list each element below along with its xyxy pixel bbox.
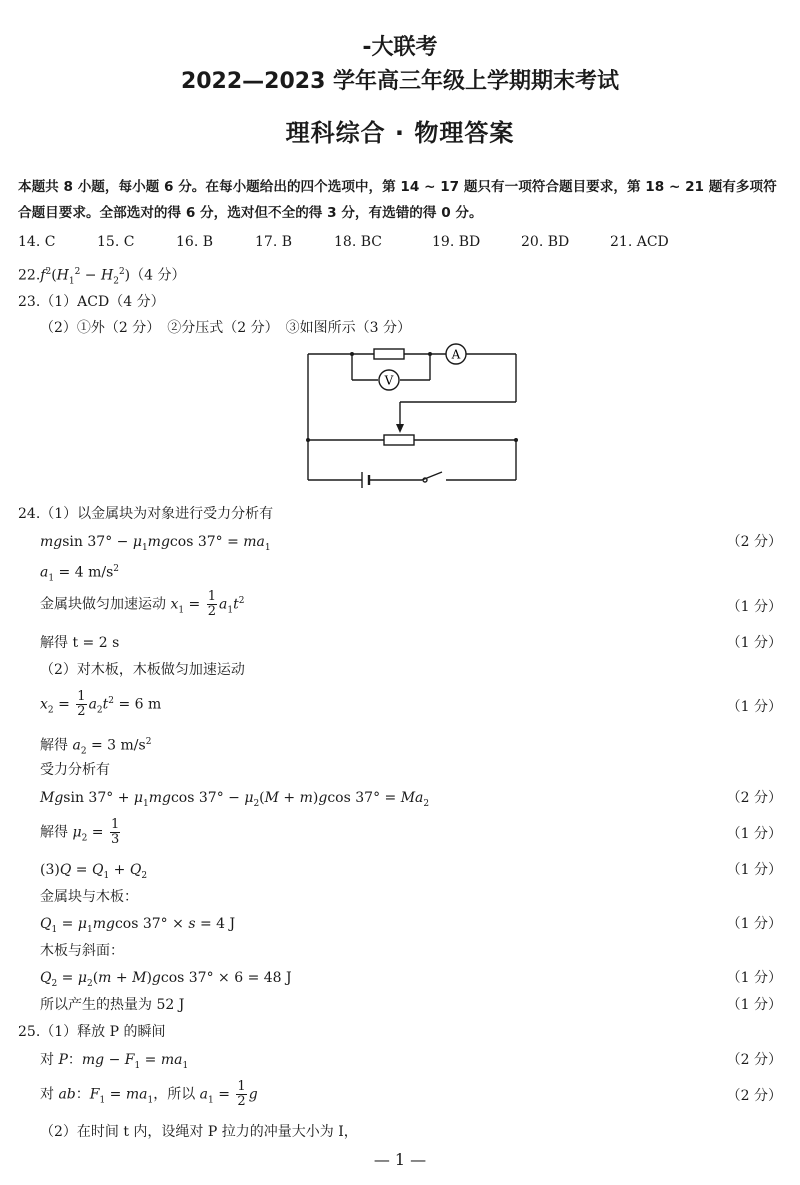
q24-eq2: $a_1 = 4$ $m/s^2$ — [40, 564, 119, 584]
q24-eq10: $Q_1 = \mu_1mgcos$ 37° × s = 4 J — [40, 916, 236, 935]
q25-eq1-score: （2 分） — [726, 1052, 782, 1068]
q24-eq8-score: （1 分） — [726, 826, 782, 842]
q24-part1-title: 24.（1）以金属块为对象进行受力分析有 — [18, 506, 274, 522]
exam-title: 2022—2023 学年高三年级上学期期末考试 — [180, 69, 620, 94]
q24-eq11: $Q_2 = \mu_2(m + M)gcos$ 37° × 6 = 48 J — [40, 970, 292, 989]
q24-eq6: 解得 $a_2 = 3$ $m/s^2$ — [40, 737, 152, 757]
q24-eq5-score: （1 分） — [726, 699, 782, 715]
answer-14: 14. C — [18, 234, 56, 250]
q23-part2: （2）①外（2 分） ②分压式（2 分） ③如图所示（3 分） — [40, 320, 411, 336]
q25-part2-title: （2）在时间 t 内，设绳对 P 拉力的冲量大小为 I， — [40, 1124, 358, 1140]
q25-eq2-score: （2 分） — [726, 1088, 782, 1104]
q24-block-board: 金属块与木板： — [40, 889, 138, 905]
q24-analysis: 受力分析有 — [40, 762, 110, 778]
q24-heat-score: （1 分） — [726, 997, 782, 1013]
q24-heat: 所以产生的热量为 52 J — [40, 997, 185, 1013]
q24-part2-title: （2）对木板，木板做匀加速运动 — [40, 662, 245, 678]
q24-eq3-score: （1 分） — [726, 599, 782, 615]
answer-19: 19. BD — [432, 234, 481, 250]
q25-eq2: 对 ab：$F_1 = ma_1$，所以 $a_1$ = $\frac{1}{2}$ g — [40, 1079, 258, 1109]
answer-18: 18. BC — [334, 234, 382, 250]
answer-15: 15. C — [97, 234, 135, 250]
page-number: — 1 — — [373, 1150, 427, 1169]
q24-eq11-score: （1 分） — [726, 970, 782, 986]
q24-eq4: 解得 t = 2 s — [40, 635, 120, 651]
q24-eq5: $x_2$ = $\frac{1}{2}$ $a_2t^2 = 6$ m — [40, 689, 162, 719]
switch-blade — [422, 472, 442, 480]
rheostat — [384, 435, 414, 445]
q24-eq1: mgsin $37^\circ - \mu_1mgcos$ $37^\circ = ma_1$ — [40, 534, 271, 553]
q24-eq1-score: （2 分） — [726, 534, 782, 550]
q24-eq10-score: （1 分） — [726, 916, 782, 932]
answer-21: 21. ACD — [610, 234, 669, 250]
answer-17: 17. B — [255, 234, 293, 250]
q24-eq8: 解得 $\mu_2$ = $\frac{1}{3}$ — [40, 817, 120, 847]
instructions: 本题共 8 小题，每小题 6 分。在每小题给出的四个选项中，第 14 ~ 17 题只有一项符合题目要求，第 18 ~ 21 题有多项符合题目要求。全部选对的得 6 分，选对但不全的得 3 分，有选错的得 0 分。 — [18, 179, 777, 221]
org-title: -大联考 — [362, 35, 438, 60]
answer-20: 20. BD — [521, 234, 570, 250]
slider-arrow — [396, 424, 404, 433]
q25-part1-title: 25.（1）释放 P 的瞬间 — [18, 1024, 166, 1040]
q24-eq7-score: （2 分） — [726, 790, 782, 806]
q22-answer: $22.f^2(H_1^2 - H_2^2)(4$ 分） — [18, 267, 186, 287]
ammeter-label: A — [451, 347, 461, 362]
resistor-rx — [374, 349, 404, 359]
subject-title: 理科综合 · 物理答案 — [285, 119, 515, 147]
q24-eq9: $(3)Q = Q_1 + Q_2$ — [40, 862, 148, 881]
q24-eq7: Mgsin $37^\circ + \mu_1mgcos$ $37^\circ - \mu_2(M + m)gcos$ $37^\circ = Ma_2$ — [40, 790, 430, 809]
q24-eq4-score: （1 分） — [726, 635, 782, 651]
voltmeter-label: V — [384, 373, 394, 388]
q24-board-slope: 木板与斜面： — [40, 943, 124, 959]
q24-eq3: 金属块做匀加速运动 $x_1$ = $\frac{1}{2}$ $a_1t^2$ — [40, 589, 245, 619]
q24-eq9-score: （1 分） — [726, 862, 782, 878]
circuit-diagram — [290, 340, 530, 492]
q25-eq1: 对 P：mg − $F_1 = ma_1$ — [40, 1052, 189, 1071]
q23-part1: 23.（1）ACD（4 分） — [18, 294, 165, 310]
answer-16: 16. B — [176, 234, 214, 250]
